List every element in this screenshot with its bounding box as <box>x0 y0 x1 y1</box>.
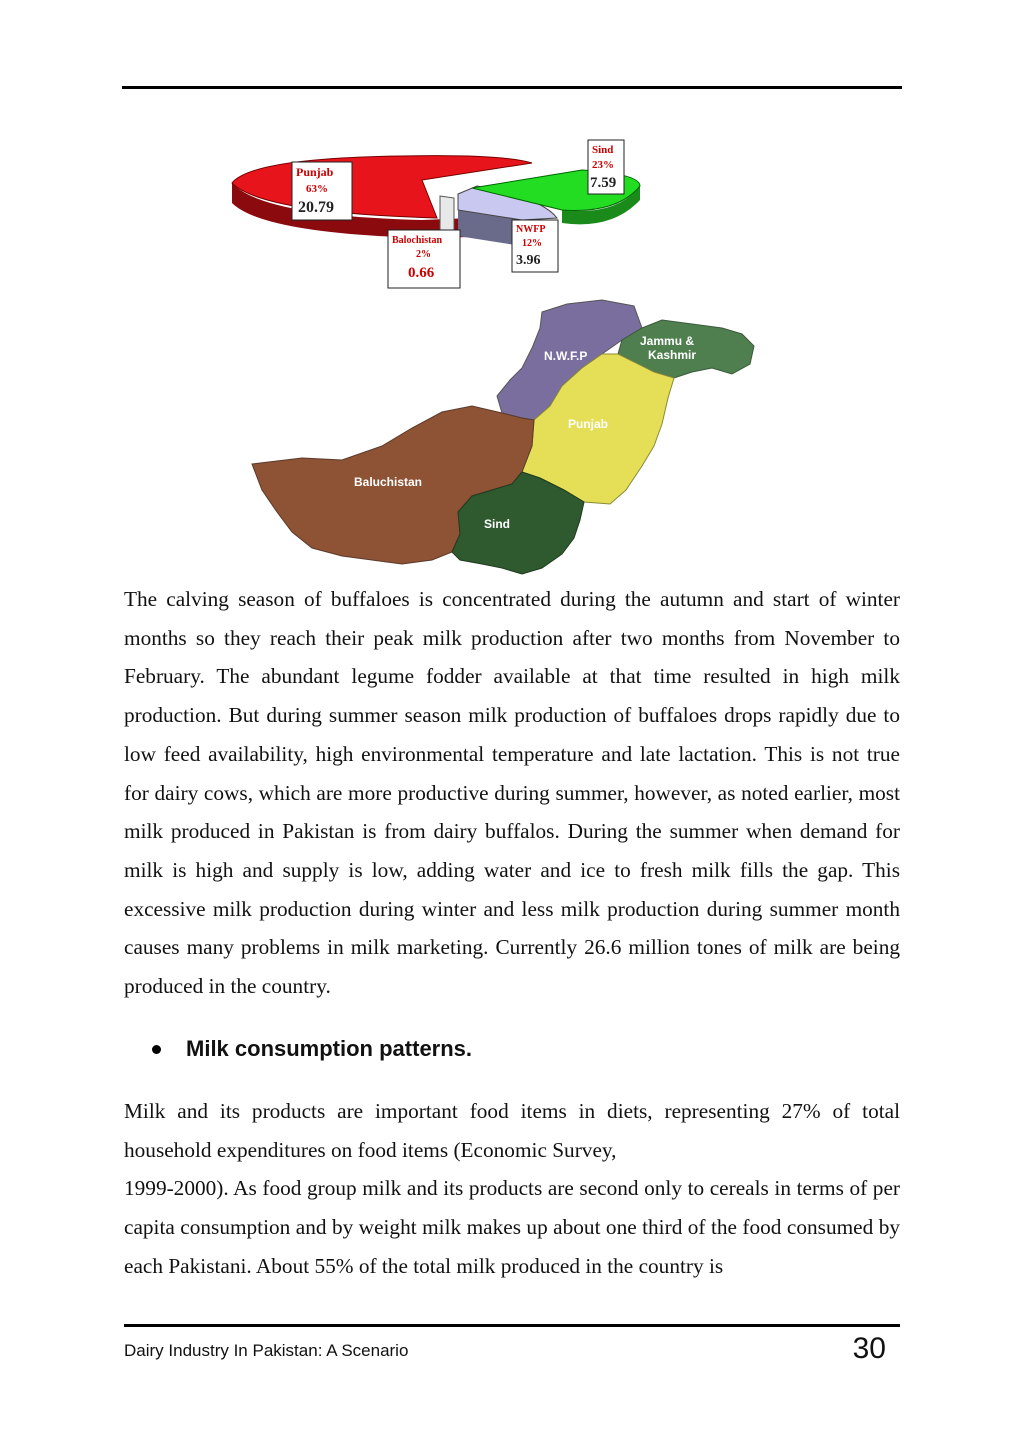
page-number: 30 <box>852 1332 886 1365</box>
body-paragraph-1: The calving season of buffaloes is concentrated during the autumn and start of winter months so they reach their peak milk production after two months from November to February. The abundant legume fodder available at that time resulted in high milk production. But during summer season milk production of buffaloes drops rapidly due to low feed availability, high environmental temperature and late lactation. This is not true for dairy cows, which are more productive during summer, however, as noted earlier, most milk produced in Pakistan is from dairy buffalos. During the summer when demand for milk is high and supply is low, adding water and ice to fresh milk fills the gap. This excessive milk production during winter and less milk production during summer month causes many problems in milk marketing. Currently 26.6 million tones of milk are being produced in the country. <box>124 587 900 999</box>
section-heading-text: Milk consumption patterns. <box>186 1036 473 1061</box>
section-heading <box>152 1036 472 1062</box>
pie-label-balochistan-name: Balochistan <box>392 235 443 246</box>
map-pakistan <box>252 300 754 574</box>
pie-label-punjab-percent: 63% <box>306 183 328 195</box>
pie-label-nwfp-name: NWFP <box>516 224 546 235</box>
pie-chart-and-map <box>222 128 762 578</box>
pie-label-nwfp-value: 3.96 <box>516 253 541 268</box>
pie-label-balochistan-value: 0.66 <box>408 265 435 281</box>
footer-title: Dairy Industry In Pakistan: A Scenario <box>124 1341 409 1360</box>
pie-label-sind-percent: 23% <box>592 159 614 171</box>
figure <box>222 128 762 578</box>
bullet-icon <box>152 1045 161 1054</box>
footer-rule <box>124 1324 900 1327</box>
pie-chart <box>232 140 640 288</box>
map-label-punjab: Punjab <box>568 417 609 431</box>
body-paragraph-2-line-1: Milk and its products are important food items in diets, representing 27% of total household expenditures on food items (Economic Survey, <box>124 1099 900 1162</box>
map-label-nwfp: N.W.F.P <box>544 349 588 363</box>
header-rule <box>122 86 902 89</box>
pie-label-punjab-value: 20.79 <box>298 199 334 216</box>
map-label-baluchistan: Baluchistan <box>354 475 423 489</box>
map-label-kashmir: Kashmir <box>648 348 697 362</box>
body-paragraph-2-line-2: 1999-2000). As food group milk and its products are second only to cereals in terms of per capita consumption and by weight milk makes up about one third of the food consumed by each Pakistani. About 55% of the total milk produced in the country is <box>124 1176 900 1278</box>
pie-label-sind-value: 7.59 <box>590 175 617 191</box>
pie-label-punjab-name: Punjab <box>296 165 334 179</box>
map-label-sind: Sind <box>484 517 510 531</box>
pie-label-nwfp-percent: 12% <box>522 238 542 249</box>
pie-label-sind-name: Sind <box>592 144 614 156</box>
map-label-jammu: Jammu & <box>640 334 695 348</box>
pie-label-balochistan-percent: 2% <box>416 249 431 260</box>
body-paragraph-2 <box>124 1092 900 1286</box>
